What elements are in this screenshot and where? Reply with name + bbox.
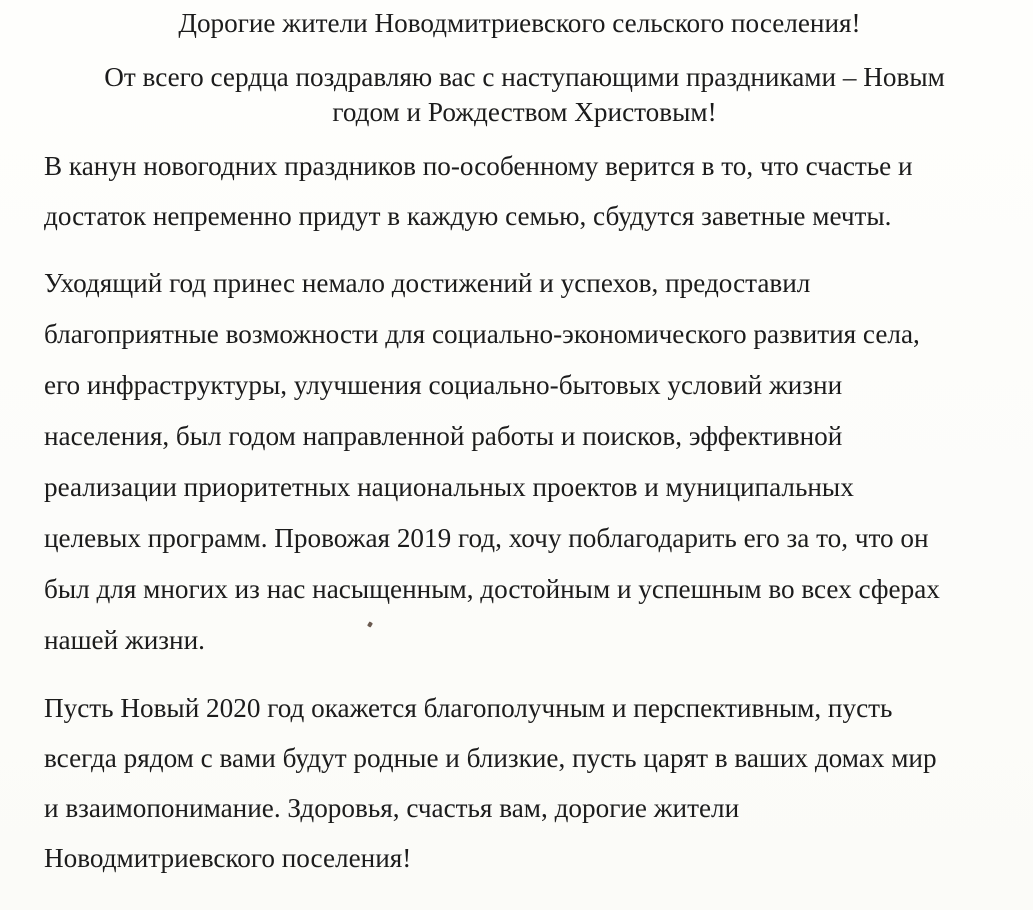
paragraph-line: всегда рядом с вами будут родные и близкие, пусть царят в ваших домах мир bbox=[44, 743, 937, 773]
paragraph-line: целевых программ. Провожая 2019 год, хочу поблагодарить его за то, что он bbox=[44, 523, 929, 553]
paragraph-line: нашей жизни. bbox=[44, 625, 205, 655]
paragraph-line: достаток непременно придут в каждую семью, сбудутся заветные мечты. bbox=[44, 201, 892, 231]
paragraph-line: его инфраструктуры, улучшения социально-бытовых условий жизни bbox=[44, 370, 843, 400]
paragraph-line: Уходящий год принес немало достижений и успехов, предоставил bbox=[44, 268, 811, 298]
paragraph-line: был для многих из нас насыщенным, достойным и успешным во всех сферах bbox=[44, 574, 940, 604]
intro-line: От всего сердца поздравляю вас с наступающими праздниками – Новым bbox=[104, 62, 945, 92]
paragraph-year-summary bbox=[44, 258, 1015, 666]
paragraph-line: благоприятные возможности для социально-экономического развития села, bbox=[44, 319, 920, 349]
paragraph-new-year-wishes bbox=[44, 683, 1015, 883]
intro-paragraph bbox=[44, 60, 1015, 130]
paragraph-line: Пусть Новый 2020 год окажется благополучным и перспективным, пусть bbox=[44, 693, 893, 723]
paragraph-wishes bbox=[44, 141, 1015, 241]
paragraph-line: Новодмитриевского поселения! bbox=[44, 843, 412, 873]
paragraph-line: и взаимопонимание. Здоровья, счастья вам, дорогие жители bbox=[44, 793, 740, 823]
paragraph-line: населения, был годом направленной работы и поисков, эффективной bbox=[44, 421, 843, 451]
intro-line: годом и Рождеством Христовым! bbox=[332, 97, 717, 127]
greeting-heading: Дорогие жители Новодмитриевского сельского поселения! bbox=[178, 8, 861, 38]
paragraph-line: В канун новогодних праздников по-особенному верится в то, что счастье и bbox=[44, 151, 913, 181]
paragraph-line: реализации приоритетных национальных проектов и муниципальных bbox=[44, 472, 854, 502]
